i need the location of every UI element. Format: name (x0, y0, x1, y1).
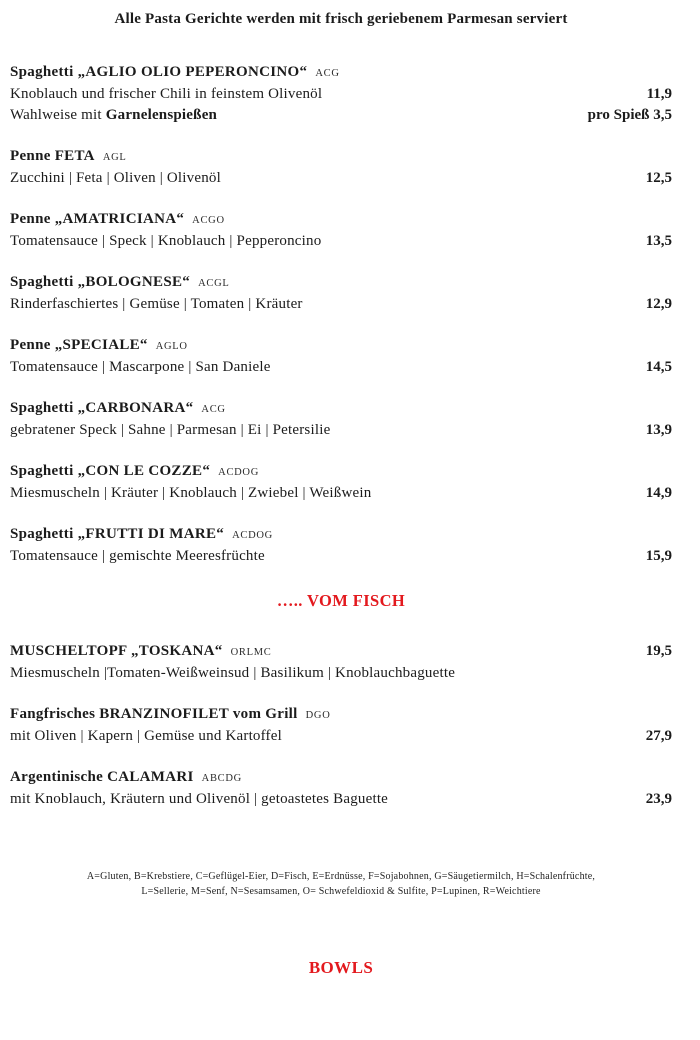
item-title: Spaghetti „AGLIO OLIO PEPERONCINO“ (10, 64, 308, 80)
allergen-legend-line1: A=Gluten, B=Krebstiere, C=Geflügel-Eier, D=Fisch, E=Erdnüsse, F=Sojabohnen, G=Säugetiermilch, H=Schalenfrüchte, (86, 871, 596, 882)
menu-item-lines (10, 663, 672, 684)
item-title: Penne „AMATRICIANA“ (10, 211, 185, 227)
allergen-code: ACG (315, 68, 340, 79)
menu-item-title-row (10, 461, 672, 483)
menu-item-line (10, 483, 672, 504)
menu-item-title-row (10, 641, 672, 663)
item-title: Argentinische CALAMARI (10, 769, 194, 785)
fish-items-list (10, 641, 672, 810)
menu-item (10, 461, 672, 504)
menu-item-lines (10, 546, 672, 567)
allergen-code: ACGO (192, 215, 225, 226)
item-description-text: Zucchini | Feta | Oliven | Olivenöl (10, 170, 221, 186)
menu-item (10, 209, 672, 252)
menu-item-line (10, 357, 672, 378)
item-price: 14,5 (645, 359, 672, 375)
menu-item-lines (10, 84, 672, 126)
allergen-code: DGO (305, 710, 331, 721)
menu-item-line (10, 231, 672, 252)
item-description (10, 726, 282, 747)
allergen-code: ACDOG (218, 467, 259, 478)
bowls-section-heading: BOWLS (308, 958, 374, 977)
allergen-legend-line2: L=Sellerie, M=Senf, N=Sesamsamen, O= Schwefeldioxid & Sulfite, P=Lupinen, R=Weichtiere (141, 886, 541, 897)
item-price: 14,9 (645, 485, 672, 501)
item-description-text: Tomatensauce | gemischte Meeresfrüchte (10, 548, 265, 564)
menu-item-title-row (10, 335, 672, 357)
fish-section-heading: ….. VOM FISCH (276, 591, 406, 610)
item-description (10, 546, 265, 567)
menu-item-title-row (10, 146, 672, 168)
item-description-text: mit Oliven | Kapern | Gemüse und Kartoffel (10, 728, 282, 744)
item-description (10, 105, 217, 126)
item-title: Spaghetti „BOLOGNESE“ (10, 274, 191, 290)
menu-item-line (10, 726, 672, 747)
allergen-legend (10, 869, 672, 899)
item-title: Fangfrisches BRANZINOFILET vom Grill (10, 706, 298, 722)
item-description-text: Knoblauch und frischer Chili in feinstem Olivenöl (10, 86, 323, 102)
item-description (10, 789, 388, 810)
menu-item (10, 524, 672, 567)
item-description (10, 168, 221, 189)
menu-item (10, 398, 672, 441)
item-description (10, 663, 455, 684)
item-price: 12,5 (645, 170, 672, 186)
item-description (10, 84, 322, 105)
item-price: 11,9 (646, 86, 672, 102)
item-title: Penne FETA (10, 148, 95, 164)
menu-item-line (10, 168, 672, 189)
parmesan-note: Alle Pasta Gerichte werden mit frisch geriebenem Parmesan serviert (114, 11, 568, 27)
allergen-code: AGLO (155, 341, 188, 352)
allergen-code: ACDOG (232, 530, 273, 541)
menu-item-line (10, 294, 672, 315)
allergen-code: ACG (201, 404, 226, 415)
menu-item-line (10, 546, 672, 567)
menu-item-title-row (10, 767, 672, 789)
menu-item-lines (10, 168, 672, 189)
item-description-text: Wahlweise mit (10, 107, 106, 123)
menu-item (10, 335, 672, 378)
menu-item-line (10, 84, 672, 105)
menu-item-line (10, 420, 672, 441)
menu-item (10, 641, 672, 684)
item-description (10, 357, 271, 378)
menu-item-lines (10, 294, 672, 315)
item-title: Penne „SPECIALE“ (10, 337, 148, 353)
menu-item-title-row (10, 62, 672, 84)
item-title: MUSCHELTOPF „TOSKANA“ (10, 643, 223, 659)
menu-item (10, 62, 672, 126)
menu-item-title-row (10, 209, 672, 231)
item-price: 15,9 (645, 548, 672, 564)
menu-item (10, 272, 672, 315)
item-description-text: Tomatensauce | Speck | Knoblauch | Pepperoncino (10, 233, 322, 249)
menu-item-title-row (10, 524, 672, 546)
menu-item-line (10, 789, 672, 810)
allergen-code: ORLMC (230, 647, 272, 658)
menu-item (10, 704, 672, 747)
menu-item-lines (10, 420, 672, 441)
item-description-text: Miesmuscheln | Kräuter | Knoblauch | Zwiebel | Weißwein (10, 485, 372, 501)
menu-item-lines (10, 483, 672, 504)
menu-item-title-row (10, 704, 672, 726)
item-description-text: mit Knoblauch, Kräutern und Olivenöl | getoastetes Baguette (10, 791, 389, 807)
item-price: 27,9 (645, 728, 672, 744)
item-price: 12,9 (645, 296, 672, 312)
item-price: 13,5 (645, 233, 672, 249)
allergen-code: AGL (102, 152, 127, 163)
item-price: 13,9 (645, 422, 672, 438)
menu-item-line (10, 105, 672, 126)
item-description-text: gebratener Speck | Sahne | Parmesan | Ei | Petersilie (10, 422, 331, 438)
item-description (10, 294, 303, 315)
allergen-code: ABCDG (201, 773, 242, 784)
item-title: Spaghetti „CARBONARA“ (10, 400, 194, 416)
item-description (10, 231, 321, 252)
menu-item-title-row (10, 272, 672, 294)
item-title: Spaghetti „CON LE COZZE“ (10, 463, 211, 479)
menu-item (10, 767, 672, 810)
item-description-text: Rinderfaschiertes | Gemüse | Tomaten | Kräuter (10, 296, 303, 312)
item-description-text: Miesmuscheln |Tomaten-Weißweinsud | Basilikum | Knoblauchbaguette (10, 665, 456, 681)
item-description-bold: Garnelenspießen (105, 107, 218, 123)
item-price: pro Spieß 3,5 (587, 107, 672, 123)
menu-item-lines (10, 357, 672, 378)
item-price: 19,5 (645, 643, 672, 659)
item-description-text: Tomatensauce | Mascarpone | San Daniele (10, 359, 271, 375)
menu-item-lines (10, 726, 672, 747)
menu-item-lines (10, 231, 672, 252)
item-description (10, 420, 330, 441)
allergen-code: ACGL (198, 278, 230, 289)
menu-item-line (10, 663, 672, 684)
pasta-items-list (10, 62, 672, 567)
menu-item (10, 146, 672, 189)
item-title: Spaghetti „FRUTTI DI MARE“ (10, 526, 225, 542)
item-description (10, 483, 371, 504)
menu-item-title-row (10, 398, 672, 420)
item-price: 23,9 (645, 791, 672, 807)
menu-item-lines (10, 789, 672, 810)
